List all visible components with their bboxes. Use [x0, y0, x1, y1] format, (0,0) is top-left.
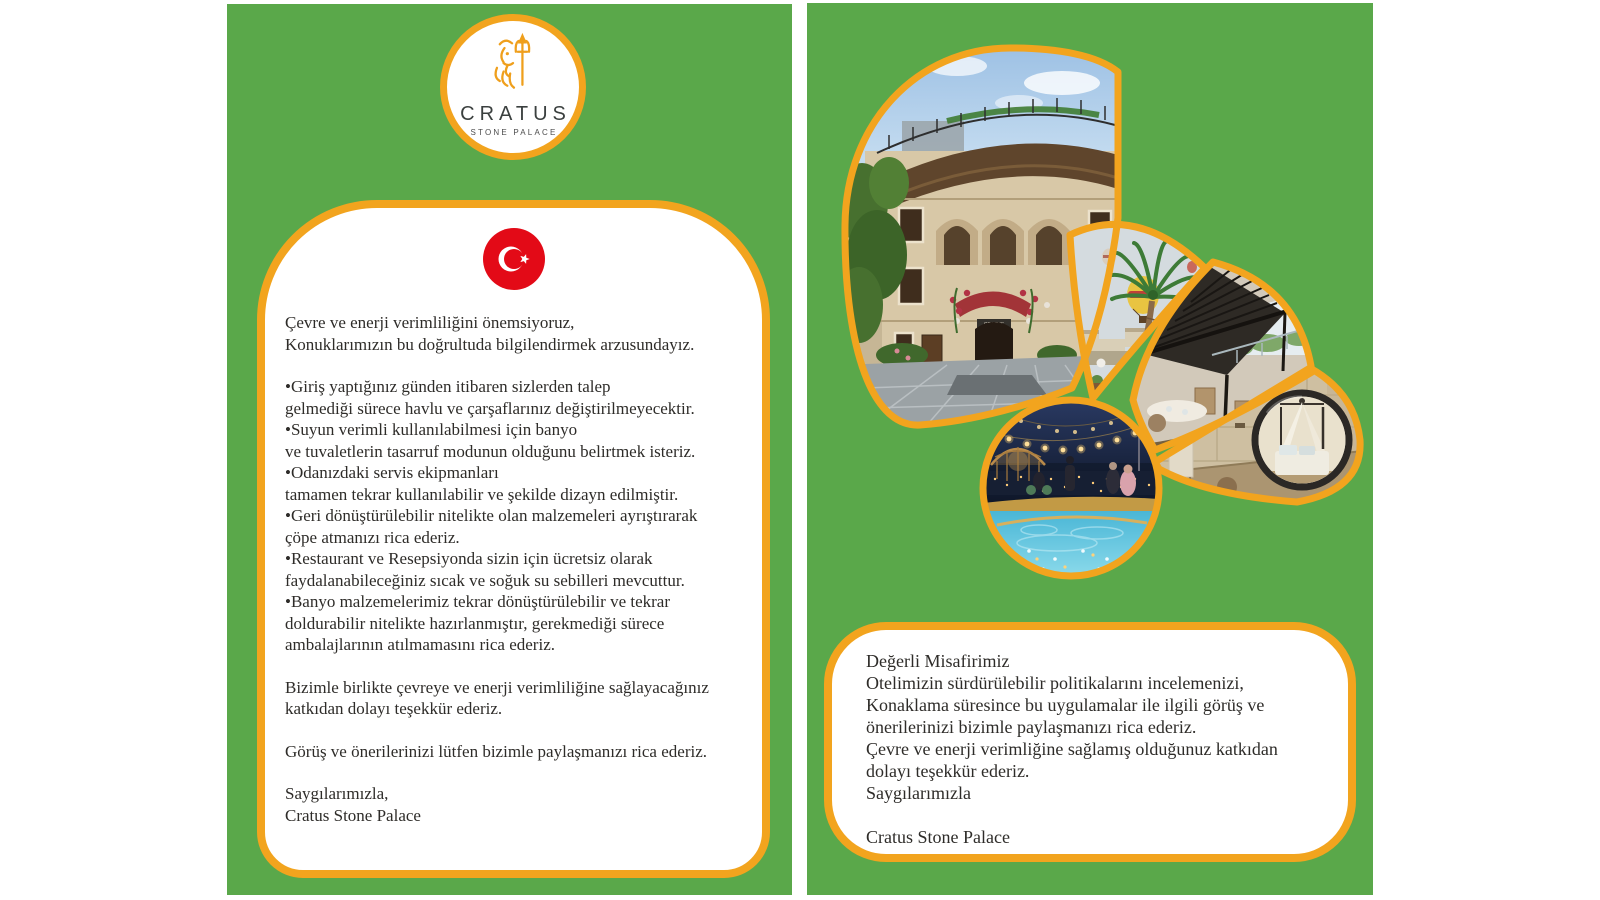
intro-paragraph: Çevre ve enerji verimliliğini önemsiyoruz, Konuklarımızın bu doğrultuda bilgilendirmek arzusundayız. [285, 313, 695, 354]
guest-message-card [824, 622, 1356, 862]
guest-paragraph: Değerli Misafirimiz Otelimizin sürdürülebilir politikalarını incelemenizi, Konaklama süresince bu uygulamalar ile ilgili görüş ve önerilerinizi bizimle paylaşmanızı rica ederiz. Çevre ve enerji verimliğine sağlamış olduğunuz katkıdan dolayı teşekkür ederiz. Saygılarımızla [866, 651, 1278, 803]
signature: Saygılarımızla, Cratus Stone Palace [285, 784, 421, 825]
photo-collage [807, 3, 1373, 603]
logo-hotel-subtitle: STONE PALACE [470, 128, 558, 137]
policy-text [285, 312, 762, 826]
environment-info-card [257, 200, 770, 878]
logo-hotel-name: CRATUS [460, 103, 571, 125]
turkish-flag-icon [483, 228, 545, 290]
cratus-god-trident-icon [484, 32, 542, 98]
closing-paragraph: Bizimle birlikte çevreye ve enerji verimliliğine sağlayacağınız katkıdan dolayı teşekkür ederiz. [285, 677, 709, 718]
feedback-paragraph: Görüş ve önerilerinizi lütfen bizimle paylaşmanızı rica ederiz. [285, 741, 707, 761]
guest-message-text [866, 650, 1348, 848]
guest-signature: Cratus Stone Palace [866, 827, 1010, 847]
right-green-panel [807, 3, 1373, 895]
hotel-logo [440, 14, 586, 160]
bullet-list: •Giriş yaptığınız günden itibaren sizlerden talep gelmediği sürece havlu ve çarşaflarınız değiştirilmeyecektir. •Suyun verimli kullanılabilmesi için banyo ve tuvaletlerin tasarruf modunun olduğunu belirtmek isteriz. •Odanızdaki servis ekipmanları tamamen tekrar kullanılabilir ve şekilde dizayn edilmiştir. •Geri dönüştürülebilir nitelikte olan malzemeleri ayrıştırarak çöpe atmanızı rica ederiz. •Restaurant ve Resepsiyonda sizin için ücretsiz olarak faydalanabileceğiniz sıcak ve soğuk su sebilleri mevcuttur. •Banyo malzemelerimiz tekrar dönüştürülebilir ve tekrar doldurabilir nitelikte hazırlanmıştır, gerekmediği sürece ambalajlarının atılmamasını rica ederiz. [285, 377, 698, 654]
left-green-panel [227, 4, 792, 895]
